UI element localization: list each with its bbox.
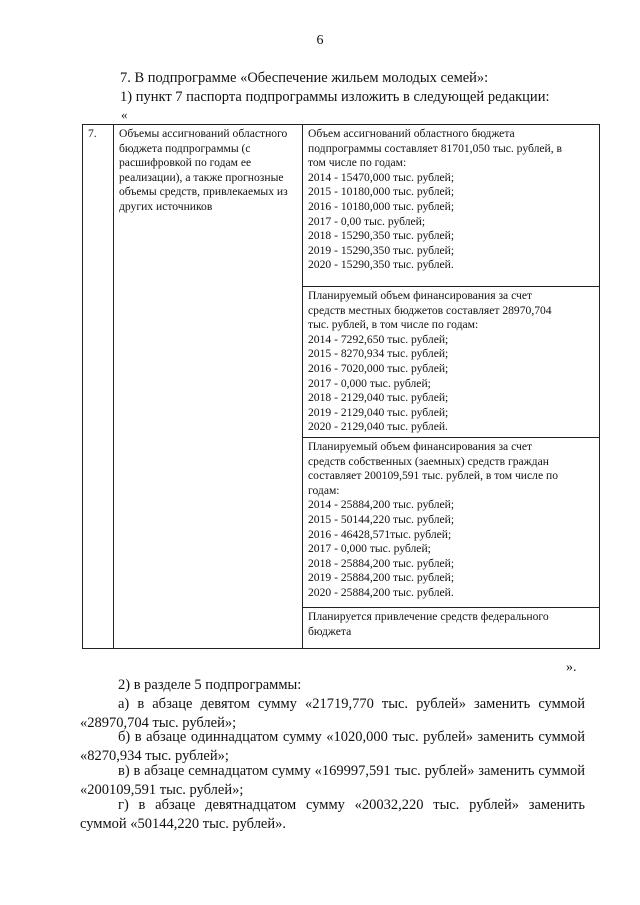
cell-line: 2016 - 10180,000 тыс. рублей; xyxy=(308,199,455,213)
paragraph-a: а) в абзаце девятом сумму «21719,770 тыс. рублей» заменить суммой «28970,704 тыс. рублей»; xyxy=(80,696,585,731)
federal-budget-cell xyxy=(303,608,600,649)
table-row xyxy=(83,125,600,287)
item-heading: 1) пункт 7 паспорта подпрограммы изложить в следующей редакции: xyxy=(120,89,550,105)
opening-quote: « xyxy=(121,107,128,122)
paragraph-d: г) в абзаце девятнадцатом сумму «20032,220 тыс. рублей» заменить суммой «50144,220 тыс. рублей». xyxy=(80,797,585,832)
regional-budget-cell xyxy=(303,125,600,287)
cell-line: бюджета xyxy=(308,624,352,638)
cell-line: 2019 - 25884,200 тыс. рублей; xyxy=(308,571,455,585)
citizens-funds-cell xyxy=(303,438,600,608)
cell-line: 2018 - 25884,200 тыс. рублей; xyxy=(308,556,455,570)
local-budget-cell xyxy=(303,287,600,438)
cell-line: 2015 - 10180,000 тыс. рублей; xyxy=(308,185,455,199)
cell-line: 2018 - 15290,350 тыс. рублей; xyxy=(308,229,455,243)
cell-line: том числе по годам: xyxy=(308,156,407,170)
cell-line: Объем ассигнований областного бюджета xyxy=(308,127,515,140)
cell-line: годам: xyxy=(308,483,340,497)
cell-line: 2016 - 46428,571тыс. рублей; xyxy=(308,527,452,541)
cell-line: 2015 - 50144,220 тыс. рублей; xyxy=(308,512,455,526)
item-number-cell: 7. xyxy=(83,125,114,649)
cell-line: 2018 - 2129,040 тыс. рублей; xyxy=(308,391,449,405)
cell-line: 2014 - 25884,200 тыс. рублей; xyxy=(308,498,455,512)
cell-line: Планируется привлечение средств федерального xyxy=(308,610,549,623)
paragraph-b: б) в абзаце одиннадцатом сумму «1020,000 тыс. рублей» заменить суммой «8270,934 тыс. рублей»; xyxy=(80,729,585,764)
cell-line: 2016 - 7020,000 тыс. рублей; xyxy=(308,361,449,375)
closing-quote: ». xyxy=(566,660,577,675)
cell-line: Планируемый объем финансирования за счет xyxy=(308,440,533,453)
item-name-cell: Объемы ассигнований областного бюджета подпрограммы (с расшифровкой по годам ее реализации), а также прогнозные объемы средств, привлекаемых из других источников xyxy=(114,125,303,649)
cell-line: 2019 - 2129,040 тыс. рублей; xyxy=(308,405,449,419)
paragraph-item-2: 2) в разделе 5 подпрограммы: xyxy=(118,677,302,693)
passport-table xyxy=(82,124,600,649)
cell-line: подпрограммы составляет 81701,050 тыс. рублей, в xyxy=(308,141,562,155)
cell-line: 2015 - 8270,934 тыс. рублей; xyxy=(308,347,449,361)
cell-line: составляет 200109,591 тыс. рублей, в том числе по xyxy=(308,469,558,483)
cell-line: 2020 - 15290,350 тыс. рублей. xyxy=(308,258,454,272)
cell-line: 2017 - 0,000 тыс. рублей; xyxy=(308,542,431,556)
cell-line: 2017 - 0,000 тыс. рублей; xyxy=(308,376,431,390)
cell-line: средств местных бюджетов составляет 28970,704 xyxy=(308,303,552,317)
cell-line: 2014 - 15470,000 тыс. рублей; xyxy=(308,170,455,184)
page-number: 6 xyxy=(316,33,324,48)
cell-line: 2017 - 0,00 тыс. рублей; xyxy=(308,214,426,228)
section-heading: 7. В подпрограмме «Обеспечение жильем молодых семей»: xyxy=(120,70,489,86)
cell-line: тыс. рублей, в том числе по годам: xyxy=(308,318,479,332)
cell-line: 2020 - 2129,040 тыс. рублей. xyxy=(308,420,448,434)
paragraph-c: в) в абзаце семнадцатом сумму «169997,591 тыс. рублей» заменить суммой «200109,591 тыс. рублей»; xyxy=(80,763,585,798)
cell-line: средств собственных (заемных) средств граждан xyxy=(308,454,549,468)
cell-line: 2019 - 15290,350 тыс. рублей; xyxy=(308,243,455,257)
cell-line: 2020 - 25884,200 тыс. рублей. xyxy=(308,585,454,599)
cell-line: Планируемый объем финансирования за счет xyxy=(308,289,533,302)
cell-line: 2014 - 7292,650 тыс. рублей; xyxy=(308,332,449,346)
